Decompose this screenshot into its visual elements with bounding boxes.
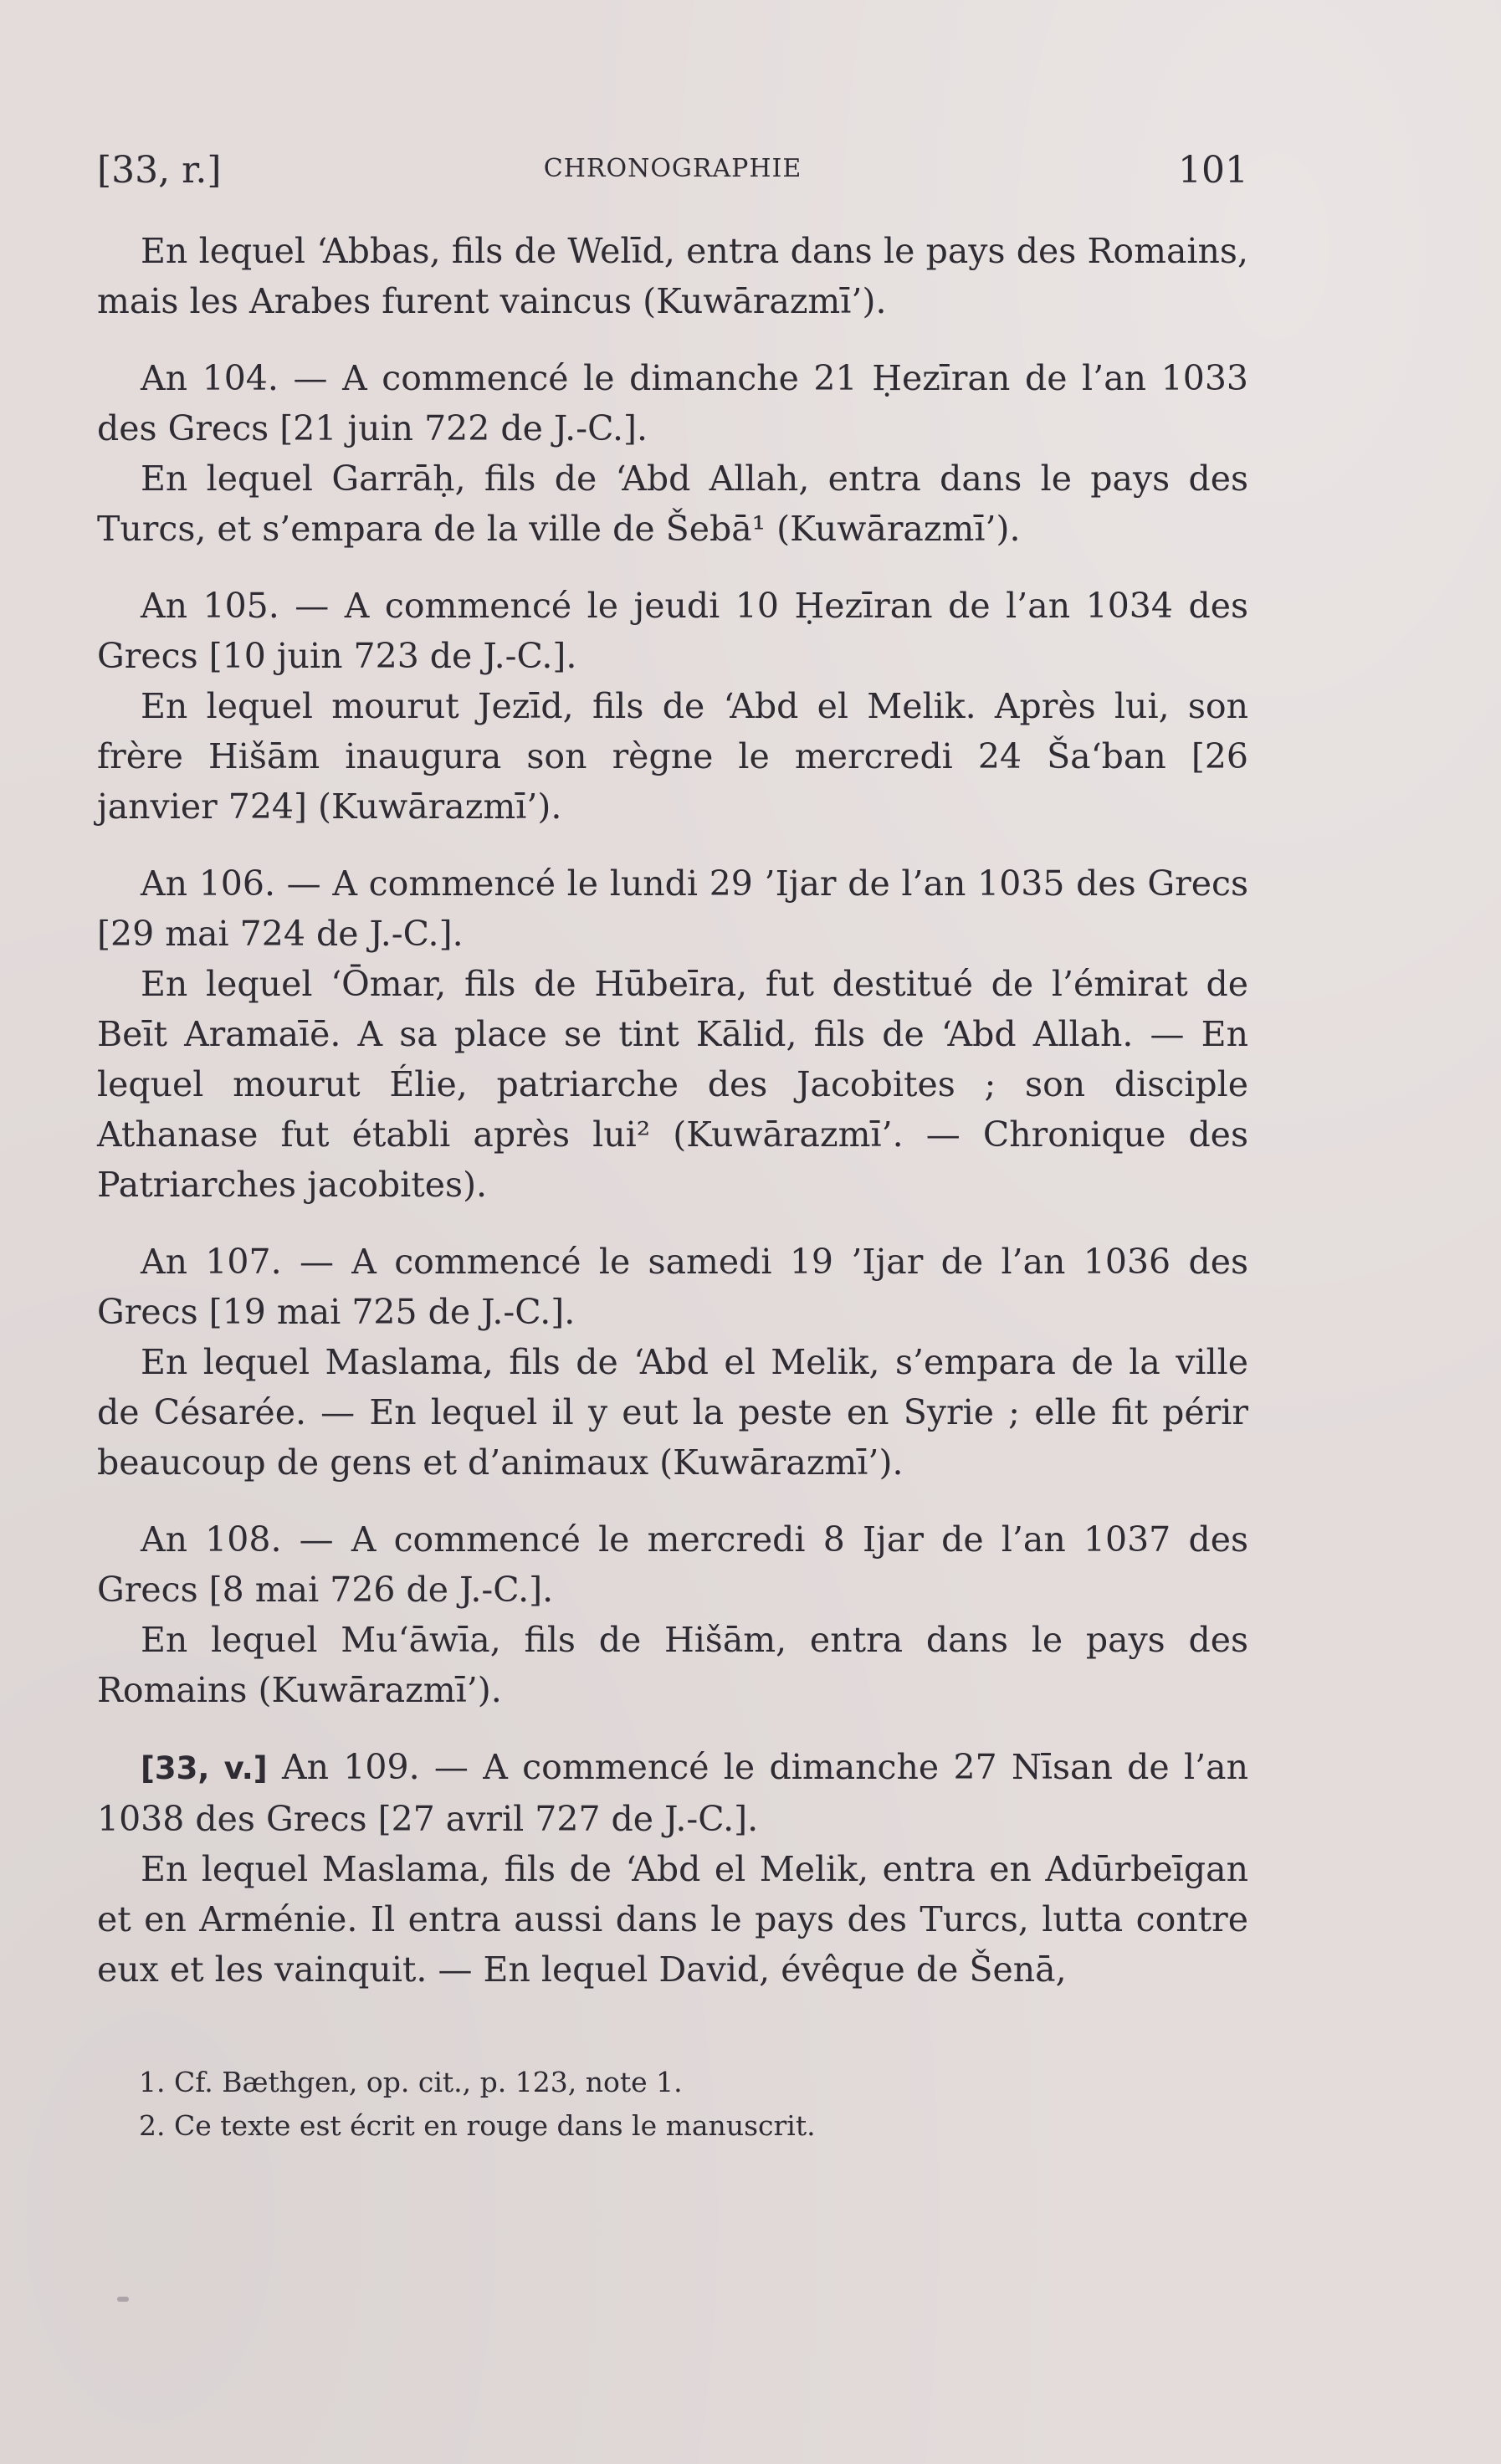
paper-speck: [117, 2297, 129, 2302]
year-entry: [97, 353, 1248, 453]
year-entry: [97, 1742, 1248, 1844]
footnote: 2. Ce texte est écrit en rouge dans le manuscrit.: [139, 2109, 816, 2142]
paragraph-text: An 105. — A commencé le jeudi 10 Ḥezīran de l’an 1034 des Grecs [10 juin 723 de J.-C.].: [97, 586, 1248, 676]
main-text: [97, 226, 1248, 1995]
paragraph-text: An 106. — A commencé le lundi 29 ’Ijar de l’an 1035 des Grecs [29 mai 724 de J.-C.].: [97, 863, 1248, 954]
paragraph: [97, 453, 1248, 554]
paragraph-text: An 104. — A commencé le dimanche 21 Ḥezīran de l’an 1033 des Grecs [21 juin 722 de J.-C.].: [97, 358, 1248, 448]
paragraph-text: En lequel ‘Abbas, fils de Welīd, entra dans le pays des Romains, mais les Arabes furent vaincus (Kuwārazmī’).: [97, 231, 1248, 321]
running-title: CHRONOGRAPHIE: [543, 154, 802, 183]
footnotes: [97, 2061, 1248, 2148]
paragraph-text: An 109. — A commencé le dimanche 27 Nīsan de l’an 1038 des Grecs [27 avril 727 de J.-C.].: [97, 1747, 1248, 1839]
paragraph: [97, 959, 1248, 1210]
paragraph-text: En lequel Mu‘āwīa, fils de Hišām, entra dans le pays des Romains (Kuwārazmī’).: [97, 1620, 1248, 1710]
paragraph: [97, 1337, 1248, 1488]
paragraph-text: En lequel Maslama, fils de ‘Abd el Melik, s’empara de la ville de Césarée. — En lequel il y eut la peste en Syrie ; elle fit périr beaucoup de gens et d’animaux (Kuwārazmī’).: [97, 1342, 1248, 1483]
year-entry: [97, 858, 1248, 959]
paragraph-text: An 108. — A commencé le mercredi 8 Ijar de l’an 1037 des Grecs [8 mai 726 de J.-C.].: [97, 1519, 1248, 1610]
paragraph-text: An 107. — A commencé le samedi 19 ’Ijar de l’an 1036 des Grecs [19 mai 725 de J.-C.].: [97, 1242, 1248, 1332]
section-marker: [33, r.]: [97, 149, 222, 192]
paragraph-text: En lequel Garrāḥ, fils de ‘Abd Allah, entra dans le pays des Turcs, et s’empara de la ville de Šebā¹ (Kuwārazmī’).: [97, 458, 1248, 549]
page-number: 101: [1178, 149, 1248, 192]
paragraph-text: En lequel ‘Ōmar, fils de Hūbeīra, fut destitué de l’émirat de Beīt Aramaīē. A sa place se tint Kālid, fils de ‘Abd Allah. — En lequel mourut Élie, patriarche des Jacobites ; son disciple Athanase fut établi après lui² (Kuwārazmī’. — Chronique des Patriarches jacobites).: [97, 964, 1248, 1205]
footnote: 1. Cf. Bæthgen, op. cit., p. 123, note 1.: [139, 2066, 683, 2098]
paragraph: [97, 226, 1248, 326]
paragraph-text: En lequel Maslama, fils de ‘Abd el Melik, entra en Adūrbeīgan et en Arménie. Il entra aussi dans le pays des Turcs, lutta contre eux et les vainquit. — En lequel David, évêque de Šenā,: [97, 1849, 1248, 1990]
year-entry: [97, 581, 1248, 681]
paragraph-text: En lequel mourut Jezīd, fils de ‘Abd el Melik. Après lui, son frère Hišām inaugura son règne le mercredi 24 Ša‘ban [26 janvier 724] (Kuwārazmī’).: [97, 686, 1248, 827]
paragraph: [97, 1615, 1248, 1715]
folio-marker: [33, v.]: [141, 1750, 268, 1786]
page-header: [97, 149, 1248, 199]
year-entry: [97, 1514, 1248, 1615]
paragraph: [97, 681, 1248, 832]
year-entry: [97, 1237, 1248, 1337]
paragraph: [97, 1844, 1248, 1995]
